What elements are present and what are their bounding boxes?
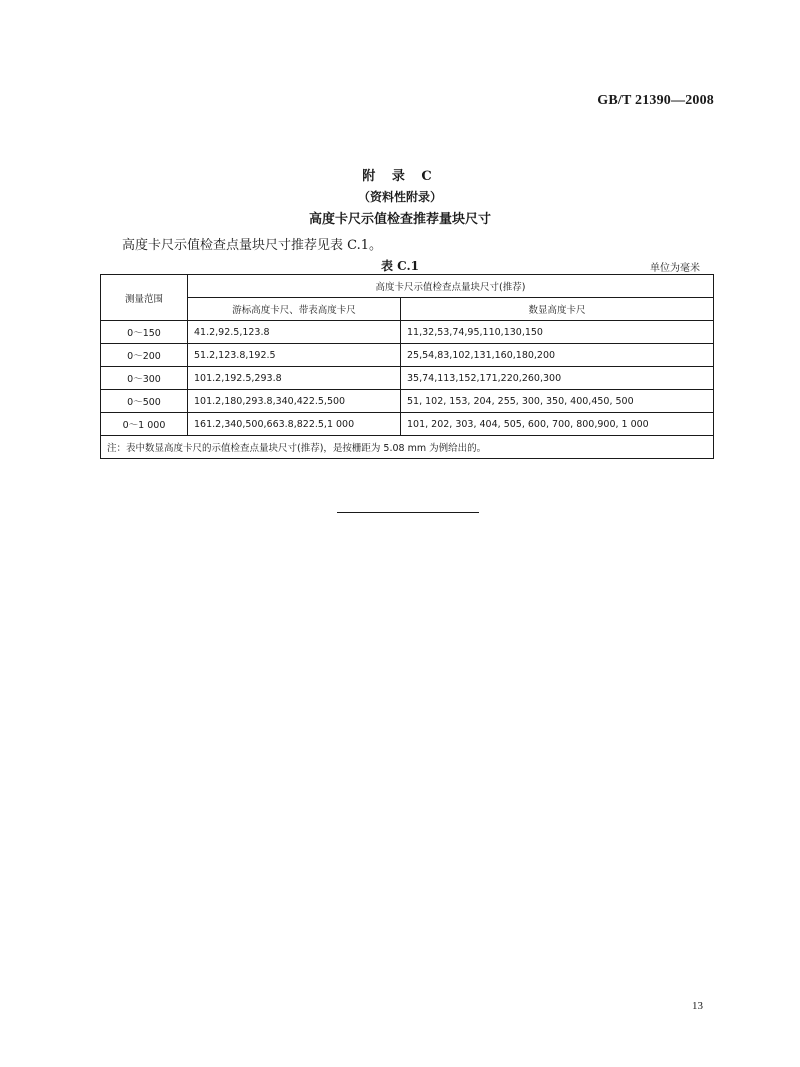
intro-text: 高度卡尺示值检查点量块尺寸推荐见表 C.1。	[122, 238, 383, 253]
cell-digital: 11,32,53,74,95,110,130,150	[401, 321, 714, 344]
table-row	[101, 321, 714, 344]
standard-code: GB/T 21390—2008	[597, 93, 714, 108]
cell-range: 0～150	[101, 321, 188, 344]
cell-range: 0～500	[101, 390, 188, 413]
cell-vernier: 101.2,192.5,293.8	[188, 367, 401, 390]
cell-digital: 101, 202, 303, 404, 505, 600, 700, 800,900, 1 000	[401, 413, 714, 436]
table-header-row	[101, 275, 714, 298]
cell-vernier: 101.2,180,293.8,340,422.5,500	[188, 390, 401, 413]
end-rule	[337, 512, 479, 513]
table-note: 注：表中数显高度卡尺的示值检查点量块尺寸(推荐)，是按栅距为 5.08 mm 为例给出的。	[101, 436, 714, 459]
cell-vernier: 51.2,123.8,192.5	[188, 344, 401, 367]
page-number: 13	[692, 1000, 703, 1012]
appendix-title: 高度卡尺示值检查推荐量块尺寸	[308, 212, 491, 227]
table-subheader-row	[101, 298, 714, 321]
appendix-label: 附 录 C	[362, 169, 438, 184]
table-row	[101, 390, 714, 413]
header-group: 高度卡尺示值检查点量块尺寸(推荐)	[188, 275, 714, 298]
cell-range: 0～200	[101, 344, 188, 367]
cell-range: 0～300	[101, 367, 188, 390]
table-row	[101, 344, 714, 367]
cell-digital: 25,54,83,102,131,160,180,200	[401, 344, 714, 367]
cell-range: 0～1 000	[101, 413, 188, 436]
appendix-type: （资料性附录）	[357, 190, 442, 204]
cell-digital: 51, 102, 153, 204, 255, 300, 350, 400,450, 500	[401, 390, 714, 413]
gauge-block-table	[100, 274, 714, 459]
header-vernier: 游标高度卡尺、带表高度卡尺	[188, 298, 401, 321]
header-range: 测量范围	[101, 275, 188, 321]
unit-label: 单位为毫米	[650, 263, 700, 274]
table-caption: 表 C.1	[380, 259, 420, 273]
table-row	[101, 367, 714, 390]
table-note-row	[101, 436, 714, 459]
cell-vernier: 41.2,92.5,123.8	[188, 321, 401, 344]
header-digital: 数显高度卡尺	[401, 298, 714, 321]
cell-vernier: 161.2,340,500,663.8,822.5,1 000	[188, 413, 401, 436]
table-row	[101, 413, 714, 436]
cell-digital: 35,74,113,152,171,220,260,300	[401, 367, 714, 390]
